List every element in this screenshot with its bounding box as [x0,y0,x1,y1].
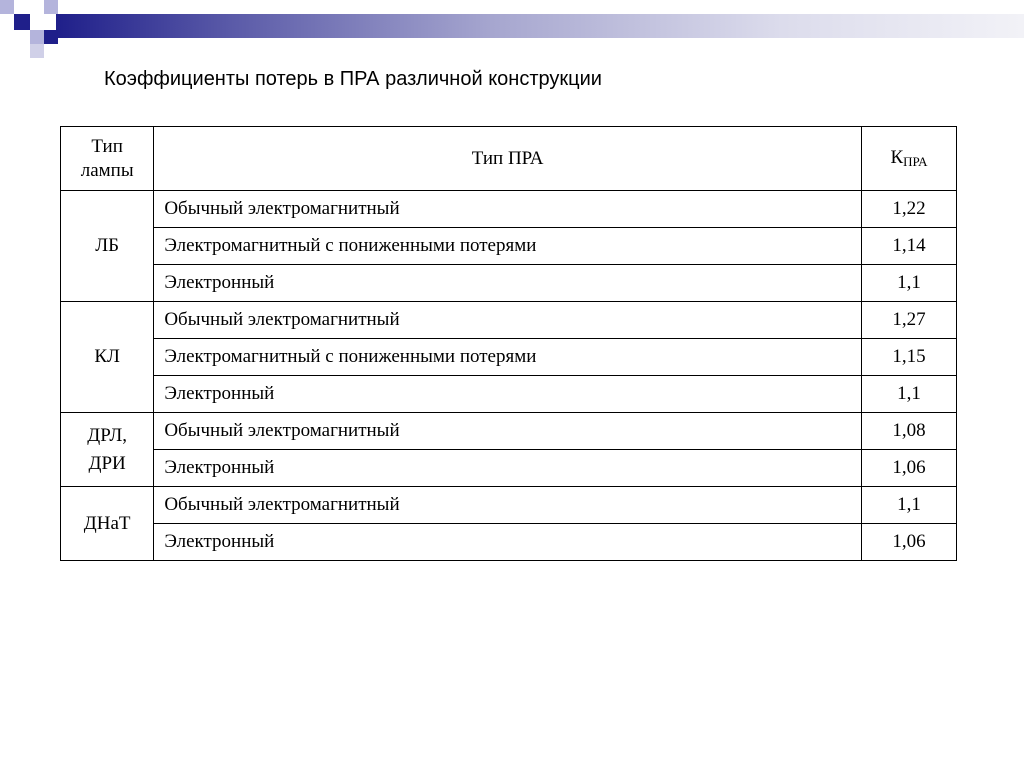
k-value-cell: 1,27 [861,302,956,339]
table-row [61,487,957,524]
table-header-row [61,127,957,191]
k-value-cell: 1,1 [861,487,956,524]
ballast-cell: Обычный электромагнитный [154,487,862,524]
ballast-cell: Обычный электромагнитный [154,191,862,228]
table-row [61,191,957,228]
table-row [61,302,957,339]
k-value-cell: 1,22 [861,191,956,228]
table-row [61,265,957,302]
ballast-cell: Электронный [154,450,862,487]
ballast-cell: Электромагнитный с пониженными потерями [154,339,862,376]
header-lamp-type: Тип лампы [61,127,154,191]
table-row [61,524,957,561]
lamp-type-cell: ЛБ [61,191,154,302]
deco-square [30,0,44,14]
table-row [61,228,957,265]
table-row [61,376,957,413]
k-value-cell: 1,1 [861,376,956,413]
deco-square [44,0,58,14]
deco-square [14,14,30,30]
table-row [61,339,957,376]
k-value-cell: 1,1 [861,265,956,302]
ballast-cell: Обычный электромагнитный [154,413,862,450]
k-value-cell: 1,14 [861,228,956,265]
header-k-coefficient: $К_{ПРА}$ [861,127,956,191]
lamp-type-cell: ДРЛ, ДРИ [61,413,154,487]
deco-square [30,30,44,44]
header-ballast-type: Тип ПРА [154,127,862,191]
gradient-band [56,14,1024,38]
deco-square [0,0,14,14]
page-title: Коэффициенты потерь в ПРА различной конструкции [104,68,602,90]
ballast-cell: Электронный [154,524,862,561]
lamp-type-cell: КЛ [61,302,154,413]
ballast-cell: Обычный электромагнитный [154,302,862,339]
ballast-loss-table [60,126,957,561]
ballast-cell: Электронный [154,265,862,302]
table-row [61,413,957,450]
k-value-cell: 1,08 [861,413,956,450]
lamp-type-cell: ДНаТ [61,487,154,561]
deco-square [30,44,44,58]
k-value-cell: 1,15 [861,339,956,376]
k-value-cell: 1,06 [861,450,956,487]
ballast-cell: Электронный [154,376,862,413]
table-row [61,450,957,487]
ballast-cell: Электромагнитный с пониженными потерями [154,228,862,265]
deco-square [44,30,58,44]
header-decoration [0,0,1024,62]
k-value-cell: 1,06 [861,524,956,561]
